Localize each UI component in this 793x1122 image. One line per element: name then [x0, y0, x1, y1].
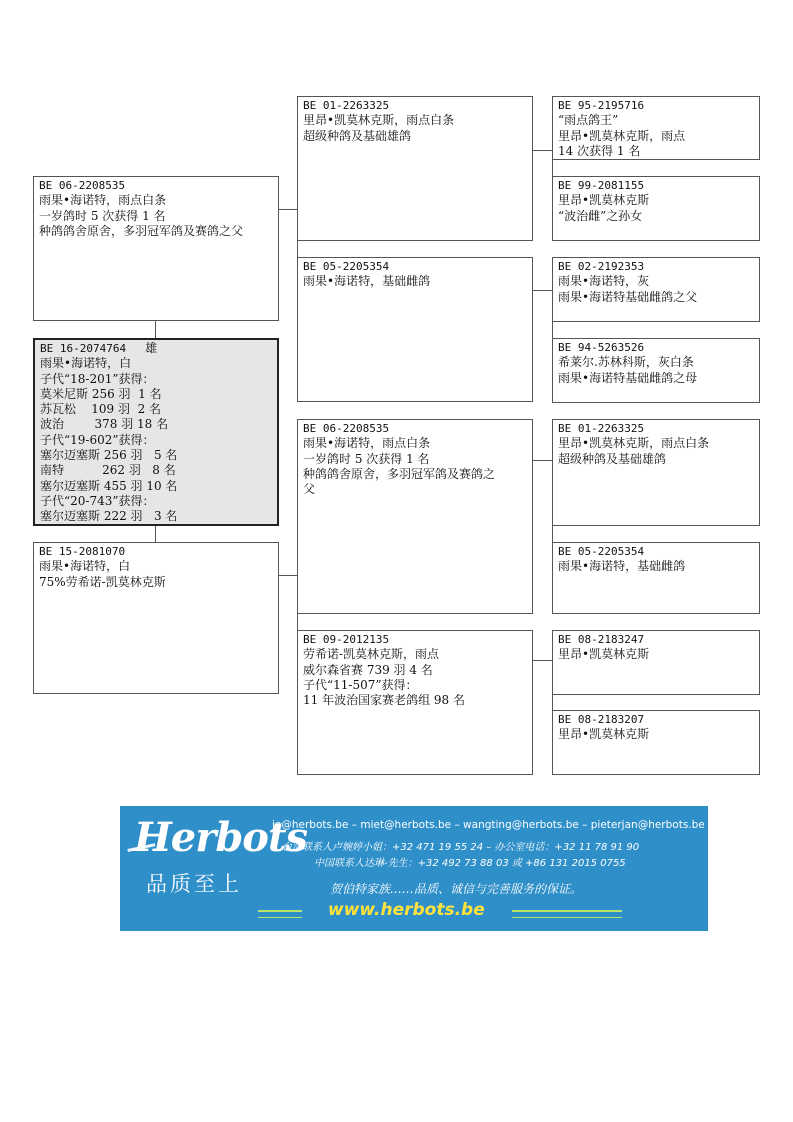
ggp-card-6 [552, 542, 760, 614]
ring-number: BE 95-2195716 [558, 99, 645, 112]
website-link[interactable]: www.herbots.be [328, 900, 485, 920]
ring-number: BE 08-2183247 [558, 633, 645, 646]
pigeon-detail: 雨果•海诺特，白 [40, 356, 132, 371]
email-list[interactable]: jo@herbots.be – miet@herbots.be – wangting@herbots.be – pieterjan@herbots.be [272, 819, 705, 831]
decorative-line [512, 910, 622, 918]
ggp-card-7 [552, 630, 760, 695]
pigeon-detail: 莫米尼斯 256 羽 1 名 [40, 386, 162, 401]
ring-number: BE 01-2263325 [303, 99, 390, 112]
ring-number: BE 99-2081155 [558, 179, 645, 192]
ggp-card-2 [552, 176, 760, 241]
pigeon-detail: 雨果•海诺特基础雌鸽之父 [558, 289, 698, 304]
pigeon-detail: 雨果•海诺特，雨点白条 [39, 193, 167, 208]
pigeon-detail: 塞尔迈塞斯 256 羽 5 名 [40, 448, 178, 463]
connector [533, 290, 552, 291]
ggp-card-5 [552, 419, 760, 526]
pigeon-detail: 雨果•海诺特基础雌鸽之母 [558, 370, 698, 385]
dam-dam-card [297, 630, 533, 775]
ring-number: BE 06-2208535 [39, 179, 126, 192]
connector [278, 209, 297, 210]
pigeon-detail: 里昂•凯莫林克斯 [558, 647, 650, 662]
sire-card [33, 176, 279, 321]
ring-number: BE 15-2081070 [39, 545, 126, 558]
ring-number: BE 16-2074764 [40, 342, 127, 355]
pigeon-detail: 塞尔迈塞斯 455 羽 10 名 [40, 478, 178, 493]
pigeon-detail: 超级种鸽及基础雄鸽 [558, 451, 667, 466]
herbots-banner [120, 806, 708, 931]
pigeon-detail: 一岁鸽时 5 次获得 1 名 [303, 451, 430, 466]
sire-dam-card [297, 257, 533, 402]
ggp-card-4 [552, 338, 760, 403]
slogan: 品质至上 [146, 872, 242, 896]
ggp-card-3 [552, 257, 760, 322]
sex-label: 雄 [145, 341, 158, 355]
pigeon-detail: 雨果•海诺特，基础雌鸽 [558, 559, 686, 574]
pigeon-detail: 子代“20-743”获得： [40, 493, 155, 508]
pigeon-detail: 11 年波治国家赛老鸽组 98 名 [303, 693, 465, 708]
ggp-card-8 [552, 710, 760, 775]
pigeon-detail: 里昂•凯莫林克斯，雨点白条 [303, 113, 455, 128]
ring-number: BE 02-2192353 [558, 260, 645, 273]
pigeon-detail: 父 [303, 482, 316, 497]
contact-china: 中国联系人达琳-先生：+32 492 73 88 03 或 +86 131 2015 0755 [314, 858, 626, 869]
pigeon-detail: 子代“11-507”获得： [303, 677, 418, 692]
pigeon-detail: 波治 378 羽 18 名 [40, 417, 169, 432]
decorative-line [258, 910, 302, 918]
pigeon-detail: 苏瓦松 109 羽 2 名 [40, 402, 162, 417]
dam-sire-card [297, 419, 533, 614]
pigeon-detail: 里昂•凯莫林克斯 [558, 193, 650, 208]
pigeon-detail: 雨果•海诺特，白 [39, 559, 131, 574]
connector [533, 460, 552, 461]
connector [155, 321, 156, 338]
ring-number: BE 94-5263526 [558, 341, 645, 354]
contact-taiwan: 台湾联系人卢婉婷小姐：+32 471 19 55 24 – 办公室电话：+32 11 78 91 90 [282, 842, 640, 853]
pigeon-detail: 塞尔迈塞斯 222 羽 3 名 [40, 509, 178, 524]
pigeon-detail: 南特 262 羽 8 名 [40, 463, 176, 478]
ring-number: BE 09-2012135 [303, 633, 390, 646]
pigeon-detail: 一岁鸽时 5 次获得 1 名 [39, 208, 166, 223]
pigeon-detail: 雨果•海诺特，雨点白条 [303, 436, 431, 451]
pigeon-detail: 劳希诺-凯莫林克斯，雨点 [303, 647, 440, 662]
ring-number: BE 05-2205354 [303, 260, 390, 273]
pigeon-detail: “波治雌”之孙女 [558, 208, 643, 223]
ring-number: BE 01-2263325 [558, 422, 645, 435]
pigeon-detail: 种鸽鸽舍原舍，多羽冠军鸽及赛鸽之 [303, 466, 496, 481]
pigeon-detail: 种鸽鸽舍原舍，多羽冠军鸽及赛鸽之父 [39, 223, 244, 238]
pigeon-detail: 里昂•凯莫林克斯，雨点 [558, 128, 686, 143]
pigeon-detail: 雨果•海诺特，灰 [558, 274, 650, 289]
pigeon-detail: 75%劳希诺-凯莫林克斯 [39, 574, 166, 589]
connector [278, 575, 297, 576]
ring-number: BE 08-2183207 [558, 713, 645, 726]
sire-sire-card [297, 96, 533, 241]
connector [533, 150, 552, 151]
dam-card [33, 542, 279, 694]
ring-number: BE 06-2208535 [303, 422, 390, 435]
tagline: 贺伯特家族……品质、诚信与完善服务的保证。 [330, 882, 583, 896]
subject-pigeon-card [33, 338, 279, 526]
connector [155, 526, 156, 542]
pigeon-detail: 子代“18-201”获得： [40, 371, 155, 386]
pigeon-detail: 里昂•凯莫林克斯，雨点白条 [558, 436, 710, 451]
connector [533, 660, 552, 661]
pigeon-detail: 里昂•凯莫林克斯 [558, 727, 650, 742]
herbots-logo: Herbots [134, 814, 307, 861]
pigeon-detail: “雨点鸽王” [558, 113, 619, 128]
pigeon-detail: 14 次获得 1 名 [558, 143, 641, 158]
pigeon-detail: 希莱尔.苏林科斯，灰白条 [558, 355, 694, 370]
pigeon-detail: 威尔森省赛 739 羽 4 名 [303, 662, 433, 677]
pigeon-detail: 超级种鸽及基础雄鸽 [303, 128, 412, 143]
ring-number: BE 05-2205354 [558, 545, 645, 558]
pigeon-detail: 子代“19-602”获得： [40, 432, 155, 447]
pigeon-detail: 雨果•海诺特，基础雌鸽 [303, 274, 431, 289]
ggp-card-1 [552, 96, 760, 160]
